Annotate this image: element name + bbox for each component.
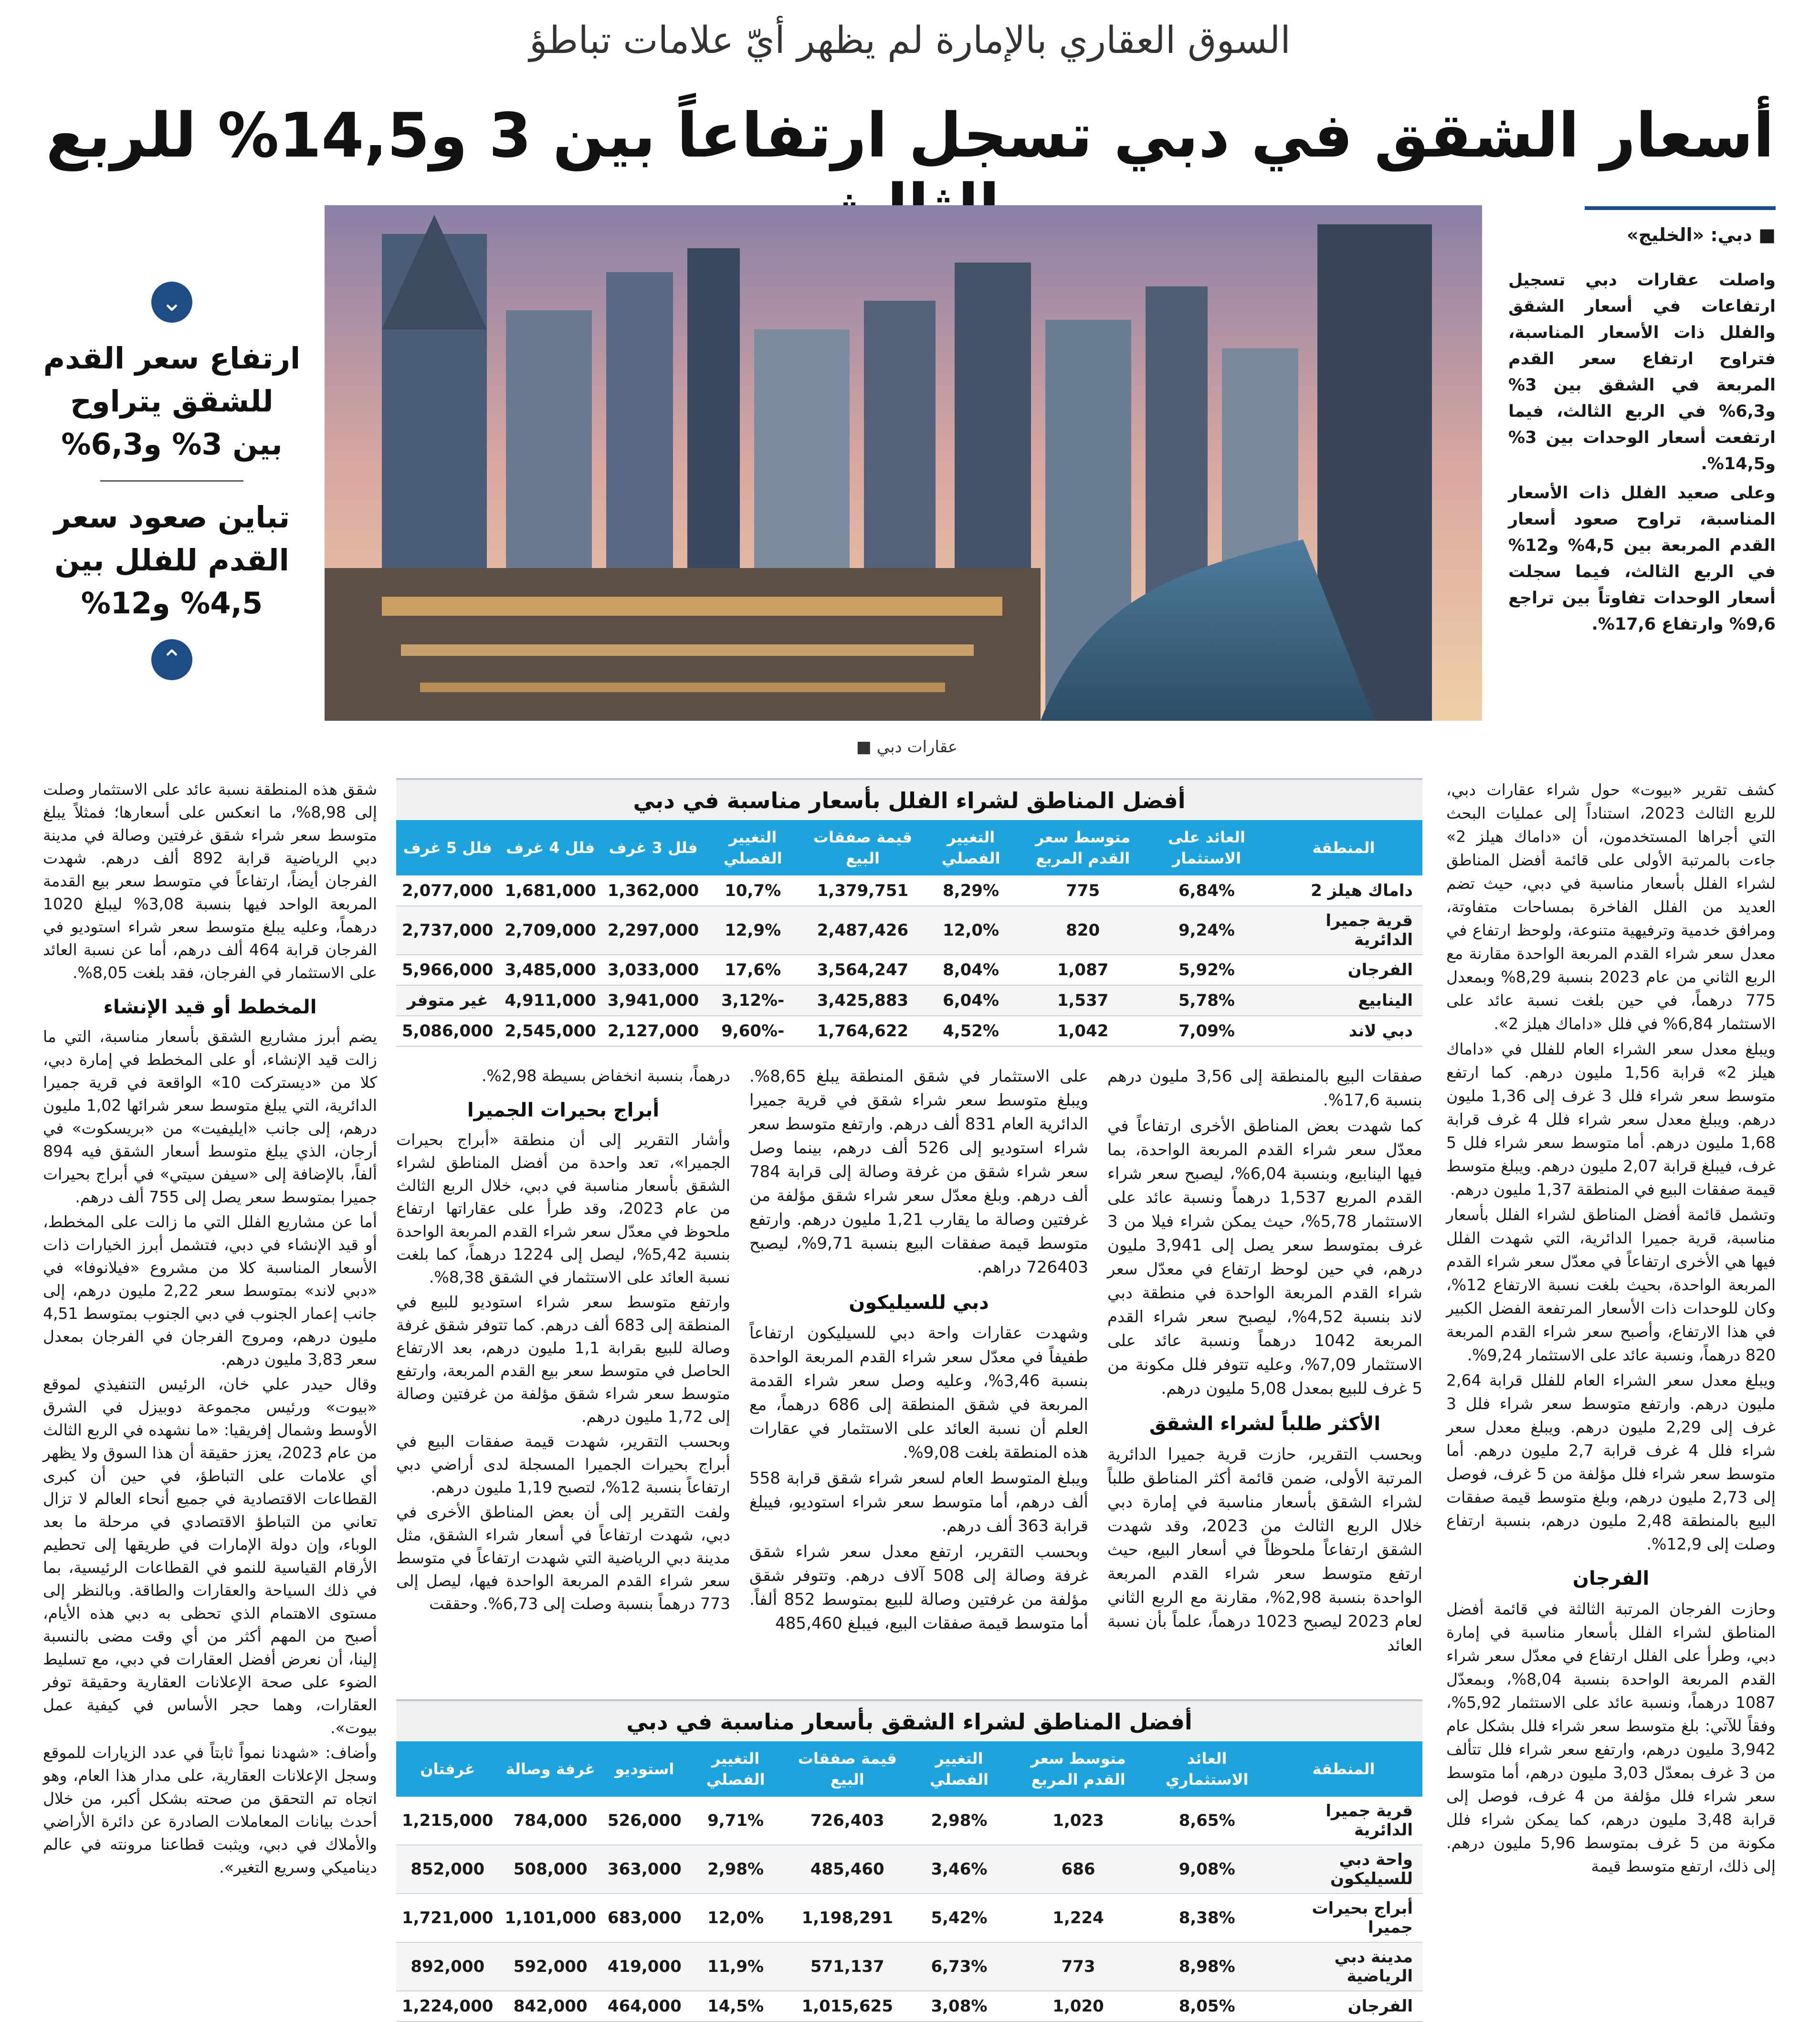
table-cell: 820	[1017, 906, 1148, 955]
table-cell: 464,000	[602, 1991, 687, 2022]
photo-caption: عقارات دبي ■	[856, 737, 958, 757]
chevron-up-icon: ⌃	[151, 639, 192, 680]
table-cell: 1,681,000	[499, 875, 601, 906]
article-paragraph: وأضاف: «شهدنا نمواً ثابتاً في عدد الزيارات للموقع وسجل الإعلانات العقارية، على مدار هذا العام، وهو اتجاه تم التحقق من صحته بشكل أكبر، من خلال أحدث بيانات المعاملات الصادرة عن دائرة الأراضي والأملاك في دبي، ويثبت قطاعنا مرونته في عالم ديناميكي وسريع التغير».	[43, 1743, 377, 1876]
table-cell: 2,127,000	[602, 1016, 705, 1046]
table-cell: 2,737,000	[396, 906, 499, 955]
divider	[100, 480, 243, 482]
table-cell: دبي لاند	[1265, 1016, 1422, 1046]
table-cell: 3,46%	[911, 1845, 1008, 1894]
table-cell: 8,05%	[1149, 1991, 1265, 2022]
article-column-mid-3	[396, 1064, 730, 1685]
table-cell: 8,38%	[1149, 1894, 1265, 1942]
column-header: غرفة وصالة	[499, 1741, 601, 1797]
table-cell: 5,966,000	[396, 955, 499, 985]
table-cell: 419,000	[602, 1942, 687, 1991]
table-cell: 485,460	[784, 1845, 911, 1894]
section-heading: الأكثر طلباً لشراء الشقق	[1149, 1413, 1381, 1435]
table-cell: 775	[1017, 875, 1148, 906]
table-row	[396, 875, 1422, 906]
table-cell: 7,09%	[1148, 1016, 1265, 1046]
table-cell: 1,215,000	[396, 1797, 499, 1845]
table-cell: 773	[1008, 1942, 1149, 1991]
table-cell: 1,087	[1017, 955, 1148, 985]
table-cell: 726,403	[784, 1797, 911, 1845]
dubai-marina-photo	[325, 205, 1482, 721]
column-header: فلل 4 غرف	[499, 820, 601, 875]
table-cell: واحة دبي للسيليكون	[1265, 1845, 1422, 1894]
villas-table	[396, 778, 1422, 1047]
table-cell: 17,6%	[705, 955, 801, 985]
table-row	[396, 906, 1422, 955]
table-cell: الفرجان	[1265, 1991, 1422, 2022]
article-paragraph: وبحسب التقرير، شهدت قيمة صفقات البيع في أبراج بحيرات الجميرا المسجلة لدى أراضي دبي ارتفاعاً بنسبة 12%، لتصبح 1,19 مليون درهم.	[396, 1432, 730, 1496]
byline-rule	[1585, 206, 1776, 210]
section-heading: أبراج بحيرات الجميرا	[467, 1099, 660, 1121]
section-heading: الفرجان	[1572, 1568, 1650, 1590]
apartments-table-title: أفضل المناطق لشراء الشقق بأسعار مناسبة في دبي	[626, 1709, 1192, 1735]
table-cell: 2,297,000	[602, 906, 705, 955]
article-paragraph: كما شهدت بعض المناطق الأخرى ارتفاعاً في معدّل سعر شراء القدم المربعة الواحدة، بما فيها الينابيع، وبنسبة 6,04%، ليصبح سعر شراء القدم المربع 1,537 درهماً ونسبة عائد على الاستثمار 5,78%، حيث يمكن شراء فيلا من 3 غرف بمتوسط سعر يصل إلى 3,941 مليون درهم، في حين لوحظ ارتفاع في معدّل سعر شراء القدم المربعة الواحدة في منطقة دبي لاند بنسبة 4,52%، ليصبح سعر شراء القدم المربعة 1042 درهماً ونسبة عائد على الاستثمار 7,09%، وعليه تتوفر فلل مكونة من 5 غرف للبيع بمعدل 5,08 مليون درهم.	[1107, 1116, 1422, 1398]
article-paragraph: وأشار التقرير إلى أن منطقة «أبراج بحيرات الجميرا»، تعد واحدة من أفضل المناطق لشراء الشقق بأسعار مناسبة في دبي، خلال الربع الثالث من عام 2023، وقد طرأ على عقاراتها ارتفاع ملحوظ في معدّل سعر شراء القدم المربعة الواحدة بنسبة 5,42%، ليصل إلى 1224 درهماً، كما بلغت نسبة العائد على الاستثمار في الشقق 8,38%.	[396, 1130, 730, 1286]
table-cell: 2,487,426	[801, 906, 925, 955]
article-paragraph: يضم أبرز مشاريع الشقق بأسعار مناسبة، التي ما زالت قيد الإنشاء، أو على المخطط في إمارة دبي، كلا من «ديستركت 10» الواقعة في قرية جميرا الدائرية، التي يبلغ متوسط سعر شرائها 1,02 مليون درهم، إلى جانب «ايليفيت» من «بريسكوت» في أرجان، الذي يبلغ متوسط أسعار الشقق فيه 894 ألفاً، بالإضافة إلى «سيفن سيتي» في أبراج بحيرات جميرا بمتوسط سعر يصل إلى 755 ألف درهم.	[43, 1027, 377, 1206]
column-header: فلل 5 غرف	[396, 820, 499, 875]
table-cell: داماك هيلز 2	[1265, 875, 1422, 906]
table-cell: 1,020	[1008, 1991, 1149, 2022]
table-cell: 6,73%	[911, 1942, 1008, 1991]
pull-quote-sidebar	[43, 282, 301, 680]
table-row	[396, 955, 1422, 985]
column-header: التغيير الفصلي	[911, 1741, 1008, 1797]
table-cell: قرية جميرا الدائرية	[1265, 906, 1422, 955]
table-cell: 1,042	[1017, 1016, 1148, 1046]
lead-paragraph: وعلى صعيد الفلل ذات الأسعار المناسبة، تراوح صعود أسعار القدم المربعة بين 4,5% و12% في الربع الثالث، فيما سجلت أسعار الوحدات تفاوتاً بين تراجع 9,6% وارتفاع 17,6%.	[1508, 484, 1776, 634]
table-cell: 5,78%	[1148, 985, 1265, 1016]
article-column-right	[1446, 778, 1776, 1971]
table-cell: 8,29%	[925, 875, 1017, 906]
column-header: العائد الاستثماري	[1149, 1741, 1265, 1797]
column-header: قيمة صفقات البيع	[801, 820, 925, 875]
table-cell: أبراج بحيرات جميرا	[1265, 1894, 1422, 1942]
table-cell: 10,7%	[705, 875, 801, 906]
table-cell: 12,9%	[705, 906, 801, 955]
table-cell: 11,9%	[687, 1942, 784, 1991]
chevron-down-icon: ⌄	[151, 282, 192, 323]
table-cell: 2,077,000	[396, 875, 499, 906]
byline: ■ دبي: «الخليج»	[1627, 224, 1776, 245]
table-cell: -9,60%	[705, 1016, 801, 1046]
article-paragraph: أما عن مشاريع الفلل التي ما زالت على المخطط، أو قيد الإنشاء في دبي، فتشمل أبرز الخيارات ذات الأسعار المناسبة كلا من مشروع «فيلانوفا» في «دبي لاند» بمتوسط سعر 2,22 مليون درهم، إلى جانب إعمار الجنوب في دبي الجنوب بمتوسط 4,51 مليون درهم، ومروج الفرجان في الفرجان بمعدل سعر 3,83 مليون درهم.	[43, 1212, 378, 1369]
table-cell: 5,42%	[911, 1894, 1008, 1942]
table-row	[396, 985, 1422, 1016]
pull-quote: ارتفاع سعر القدم للشقق يتراوح بين 3% و6,3%	[43, 341, 301, 462]
article-paragraph: وبحسب التقرير، حازت قرية جميرا الدائرية المرتبة الأولى، ضمن قائمة أكثر المناطق طلباً لشراء الشقق بأسعار مناسبة في إمارة دبي خلال الربع الثالث من 2023، وقد شهدت الشقق ارتفاعاً ملحوظاً في أسعار البيع، حيث ارتفع متوسط سعر شراء القدم المربعة الواحدة بنسبة 2,98%، مقارنة مع الربع الثاني لعام 2023 ليصبح 1023 درهماً، علماً بأن نسبة العائد	[1107, 1445, 1422, 1655]
table-cell: 784,000	[499, 1797, 601, 1845]
table-cell: 3,485,000	[499, 955, 601, 985]
table-cell: 3,08%	[911, 1991, 1008, 2022]
article-paragraph: وتشمل قائمة أفضل المناطق لشراء الفلل بأسعار مناسبة، قرية جميرا الدائرية، التي شهدت الفلل فيها هي الأخرى ارتفاعاً في معدّل سعر شراء القدم المربعة الواحدة، بحيث بلغت نسبة الارتفاع 12%، وكان للوحدات ذات الأسعار المرتفعة الفضل الكبير في هذا الارتفاع، وأصبح سعر شراء القدم المربعة 820 درهماً، ونسبة عائد على الاستثمار 9,24%.	[1446, 1205, 1776, 1364]
pull-quote: تباين صعود سعر القدم للفلل بين 4,5% و12%	[53, 500, 290, 621]
apartments-table	[396, 1699, 1422, 2022]
column-header: متوسط سعر القدم المربع	[1017, 820, 1148, 875]
column-header: التغيير الفصلي	[925, 820, 1017, 875]
table-cell: غير متوفر	[396, 985, 499, 1016]
table-cell: 3,425,883	[801, 985, 925, 1016]
table-cell: 892,000	[396, 1942, 499, 1991]
table-cell: 508,000	[499, 1845, 601, 1894]
table-cell: 1,023	[1008, 1797, 1149, 1845]
table-cell: 3,941,000	[602, 985, 705, 1016]
table-cell: الفرجان	[1265, 955, 1422, 985]
table-cell: 3,564,247	[801, 955, 925, 985]
table-cell: 526,000	[602, 1797, 687, 1845]
column-header: العائد على الاستثمار	[1148, 820, 1265, 875]
table-cell: 12,0%	[925, 906, 1017, 955]
article-column-mid-right	[1107, 1064, 1422, 1685]
table-cell: 842,000	[499, 1991, 601, 2022]
table-cell: 1,764,622	[801, 1016, 925, 1046]
table-row	[396, 1797, 1422, 1845]
table-row	[396, 1845, 1422, 1894]
column-header: التغيير الفصلي	[705, 820, 801, 875]
article-paragraph: وبحسب التقرير، ارتفع معدل سعر شراء شقق غرفة وصالة إلى 508 آلاف درهم. وتتوفر شقق مؤلفة من غرفتين وصالة للبيع بمتوسط 852 ألفاً. أما متوسط قيمة صفقات البيع، فيبلغ 485,460	[749, 1542, 1089, 1633]
column-header: قيمة صفقات البيع	[784, 1741, 911, 1797]
table-row	[396, 1016, 1422, 1046]
table-cell: 1,015,625	[784, 1991, 911, 2022]
table-cell: 6,84%	[1148, 875, 1265, 906]
table-cell: 9,08%	[1149, 1845, 1265, 1894]
table-cell: 9,71%	[687, 1797, 784, 1845]
table-cell: 1,379,751	[801, 875, 925, 906]
article-column-left	[43, 778, 377, 1971]
article-paragraph: ولفت التقرير إلى أن بعض المناطق الأخرى في دبي، شهدت ارتفاعاً في أسعار شراء الشقق، مثل مدينة دبي الرياضية التي شهدت ارتفاعاً في متوسط سعر شراء القدم المربعة الواحدة فيها، ليصل إلى 773 درهماً بنسبة وصلت إلى 6,73%. وحققت	[396, 1503, 730, 1613]
table-cell: 683,000	[602, 1894, 687, 1942]
table-row	[396, 1991, 1422, 2022]
lead-paragraph: واصلت عقارات دبي تسجيل ارتفاعات في أسعار الشقق والفلل ذات الأسعار المناسبة، فتراوح ارتفاع سعر القدم المربعة في الشقق بين 3% و6,3% في الربع الثالث، فيما ارتفعت أسعار الوحدات بين 3% و14,5%.	[1508, 271, 1776, 474]
article-paragraph: ويبلغ معدل سعر الشراء العام للفلل في «داماك هيلز 2» قرابة 1,56 مليون درهم. كما ارتفع متوسط سعر شراء فلل 3 غرف إلى 1,36 مليون درهم. ويبلغ معدل سعر شراء فلل 4 غرف قرابة 1,68 مليون درهم. أما متوسط سعر شراء فلل 5 غرف، فيبلغ قرابة 2,07 مليون درهم. ويبلغ متوسط قيمة صفقات البيع في المنطقة 1,37 مليون درهم.	[1446, 1040, 1776, 1199]
article-paragraph: صفقات البيع بالمنطقة إلى 3,56 مليون درهم بنسبة 17,6%.	[1107, 1067, 1422, 1110]
table-cell: قرية جميرا الدائرية	[1265, 1797, 1422, 1845]
article-headline: أسعار الشقق في دبي تسجل ارتفاعاً بين 3 و14,5% للربع	[46, 100, 1774, 171]
article-kicker: السوق العقاري بالإمارة لم يظهر أيّ علامات تباطؤ	[529, 19, 1291, 62]
table-cell: الينابيع	[1265, 985, 1422, 1016]
article-paragraph: وحازت الفرجان المرتبة الثالثة في قائمة أفضل المناطق لشراء الفلل بأسعار مناسبة في إمارة دبي، وطرأ على الفلل ارتفاع في معدّل سعر شراء القدم المربعة الواحدة بنسبة 8,04%، وبمعدّل 1087 درهماً، ونسبة عائد على الاستثمار 5,92%، وفقاً للآتي: بلغ متوسط سعر شراء فلل بشكل عام 3,942 مليون درهم، وارتفع سعر شراء فلل تتألف من 3 غرف بمعدّل 3,03 مليون درهم، أما متوسط سعر شراء فلل مؤلفة من 4 غرف، فوصل إلى قرابة 3,48 مليون درهم، كما يمكن شراء فلل مكونة من 5 غرف بمتوسط 5,96 مليون درهم. إلى ذلك، ارتفع متوسط قيمة	[1446, 1600, 1776, 1875]
table-cell: 1,198,291	[784, 1894, 911, 1942]
table-cell: 592,000	[499, 1942, 601, 1991]
article-column-mid-left	[749, 1064, 1088, 1685]
table-cell: 5,086,000	[396, 1016, 499, 1046]
lead-paragraphs	[1508, 267, 1776, 641]
article-paragraph: شقق هذه المنطقة نسبة عائد على الاستثمار وصلت إلى 8,98%، ما انعكس على أسعارها؛ فمثلاً يبلغ متوسط سعر شراء شقق غرفتين وصالة في مدينة دبي الرياضية قرابة 892 ألف درهم. شهدت الفرجان أيضاً، ارتفاعاً في متوسط سعر بيع القدمة المربعة الواحد فيها بنسبة 3,08% ليبلغ 1020 درهماً، وعليه يبلغ متوسط سعر شراء استوديو في الفرجان قرابة 464 ألف درهم، أما عن نسبة العائد على الاستثمار في الفرجان، فقد بلغت 8,05%.	[43, 780, 378, 982]
table-cell: مدينة دبي الرياضية	[1265, 1942, 1422, 1991]
table-cell: 1,362,000	[602, 875, 705, 906]
column-header: فلل 3 غرف	[602, 820, 705, 875]
table-row	[396, 1942, 1422, 1991]
villas-table-title: أفضل المناطق لشراء الفلل بأسعار مناسبة في دبي	[633, 788, 1186, 813]
article-paragraph: ويبلغ المتوسط العام لسعر شراء شقق قرابة 558 ألف درهم، أما متوسط سعر شراء استوديو، فيبلغ قرابة 363 ألف درهم.	[749, 1469, 1088, 1536]
table-cell: 14,5%	[687, 1991, 784, 2022]
section-heading: دبي للسيليكون	[849, 1292, 989, 1314]
table-cell: 686	[1008, 1845, 1149, 1894]
article-paragraph: ويبلغ معدل سعر الشراء العام للفلل قرابة 2,64 مليون درهم. وارتفع متوسط سعر شراء فلل 3 غرف إلى 2,29 مليون درهم. ويبلغ معدل سعر شراء فلل 4 غرف قرابة 2,7 مليون درهم. أما متوسط سعر شراء فلل مؤلفة من 5 غرف، فوصل إلى 2,73 مليون درهم، وبلغ متوسط قيمة صفقات البيع بالمنطقة 2,48 مليون درهم، بنسبة ارتفاع وصلت إلى 12,9%.	[1446, 1371, 1776, 1553]
table-row	[396, 1894, 1422, 1942]
table-cell: 6,04%	[925, 985, 1017, 1016]
article-paragraph: وشهدت عقارات واحة دبي للسيليكون ارتفاعاً طفيفاً في معدّل سعر شراء القدم المربعة الواحدة بنسبة 3,46%، وعليه وصل سعر شراء القدمة المربعة في شقق المنطقة إلى 686 درهماً، مع العلم أن نسبة العائد على الاستثمار في عقارات هذه المنطقة بلغت 9,08%.	[749, 1324, 1088, 1462]
column-header: غرفتان	[396, 1741, 499, 1797]
column-header: التغيير الفصلي	[687, 1741, 784, 1797]
section-heading: المخطط أو قيد الإنشاء	[103, 996, 317, 1018]
table-cell: 2,98%	[911, 1797, 1008, 1845]
article-paragraph: على الاستثمار في شقق المنطقة يبلغ 8,65%. ويبلغ متوسط سعر شراء شقق في قرية جميرا الدائرية العام 831 ألف درهم. وارتفع متوسط سعر شراء استوديو إلى 526 ألف درهم، بينما وصل سعر شراء شقق من غرفة وصالة إلى قرابة 784 ألف درهم. وبلغ معدّل سعر شراء شقق مؤلفة من غرفتين وصالة ما يقارب 1,21 مليون درهم. وارتفع متوسط قيمة صفقات البيع بنسبة 9,71%، ليصبح 726403 دراهم.	[749, 1067, 1088, 1277]
article-paragraph: كشف تقرير «بيوت» حول شراء عقارات دبي، للربع الثالث 2023، استناداً إلى عمليات البحث التي أجراها المستخدمون، أن «داماك هيلز 2» جاءت بالمرتبة الأولى على قائمة أفضل المناطق لشراء الفلل بأسعار مناسبة في دبي، حيث تضم العديد من الفلل الفاخرة بمساحات متفاوتة، ومرافق خدمية وترفيهية متنوعة، ولوحظ ارتفاع في معدل سعر شراء القدم المربعة الواحدة مقارنة مع الربع الثاني من عام 2023 بنسبة 8,29% وبمعدل 775 درهماً، في حين بلغت نسبة عائد على الاستثمار 6,84% في فلل «داماك هيلز 2».	[1446, 780, 1776, 1033]
article-paragraph: وارتفع متوسط سعر شراء استوديو للبيع في المنطقة إلى 683 ألف درهم. كما تتوفر شقق غرفة وصالة للبيع بقرابة 1,1 مليون درهم، بعد الارتفاع الحاصل في متوسط سعر بيع القدم المربعة، وارتفع متوسط سعر شراء شقق مؤلفة من غرفتين وصالة إلى 1,72 مليون درهم.	[396, 1293, 730, 1426]
table-cell: 12,0%	[687, 1894, 784, 1942]
table-cell: 3,033,000	[602, 955, 705, 985]
table-cell: 852,000	[396, 1845, 499, 1894]
table-cell: 8,04%	[925, 955, 1017, 985]
article-paragraph: درهماً، بنسبة انخفاض بسيطة 2,98%.	[482, 1066, 730, 1085]
column-header: استوديو	[602, 1741, 687, 1797]
table-cell: 2,709,000	[499, 906, 601, 955]
table-cell: 1,224	[1008, 1894, 1149, 1942]
table-cell: 1,721,000	[396, 1894, 499, 1942]
table-cell: 571,137	[784, 1942, 911, 1991]
table-cell: 5,92%	[1148, 955, 1265, 985]
table-cell: 2,545,000	[499, 1016, 601, 1046]
table-cell: 8,65%	[1149, 1797, 1265, 1845]
table-cell: 2,98%	[687, 1845, 784, 1894]
table-cell: 1,537	[1017, 985, 1148, 1016]
table-cell: -3,12%	[705, 985, 801, 1016]
article-paragraph: وقال حيدر علي خان، الرئيس التنفيذي لموقع «بيوت» ورئيس مجموعة دوبيزل في الشرق الأوسط وشمال إفريقيا: «ما نشهده في الربع الثالث من عام 2023، يعزز حقيقة أن هذا السوق ولا يظهر أي علامات على التباطؤ، في حين أن كبرى القطاعات الاقتصادية في جميع أنحاء العالم لا تزال تعاني من التباطؤ الاقتصادي في مرحلة ما بعد الوباء، وإن دولة الإمارات في طريقها إلى تحطيم الأرقام القياسية للنمو في القطاعات الرئيسية، بما في ذلك السياحة والعقارات والطاقة. وبالنظر إلى مستوى الاهتمام الذي تحظى به دبي هذه الأيام، أصبح من المهم أكثر من أي وقت مضى بالنسبة إلينا، أن نعرض أفضل العقارات في دبي، مع تسليط الضوء على صحة الإعلانات العقارية وحقيقة توفر العقارات، وهما حجر الأساس في كيفية عمل بيوت».	[43, 1375, 377, 1737]
column-header: المنطقة	[1265, 1741, 1422, 1797]
column-header: متوسط سعر القدم المربع	[1008, 1741, 1149, 1797]
table-cell: 363,000	[602, 1845, 687, 1894]
table-cell: 9,24%	[1148, 906, 1265, 955]
table-cell: 1,224,000	[396, 1991, 499, 2022]
table-cell: 1,101,000	[499, 1894, 601, 1942]
table-cell: 4,911,000	[499, 985, 601, 1016]
table-cell: 4,52%	[925, 1016, 1017, 1046]
table-cell: 8,98%	[1149, 1942, 1265, 1991]
column-header: المنطقة	[1265, 820, 1422, 875]
